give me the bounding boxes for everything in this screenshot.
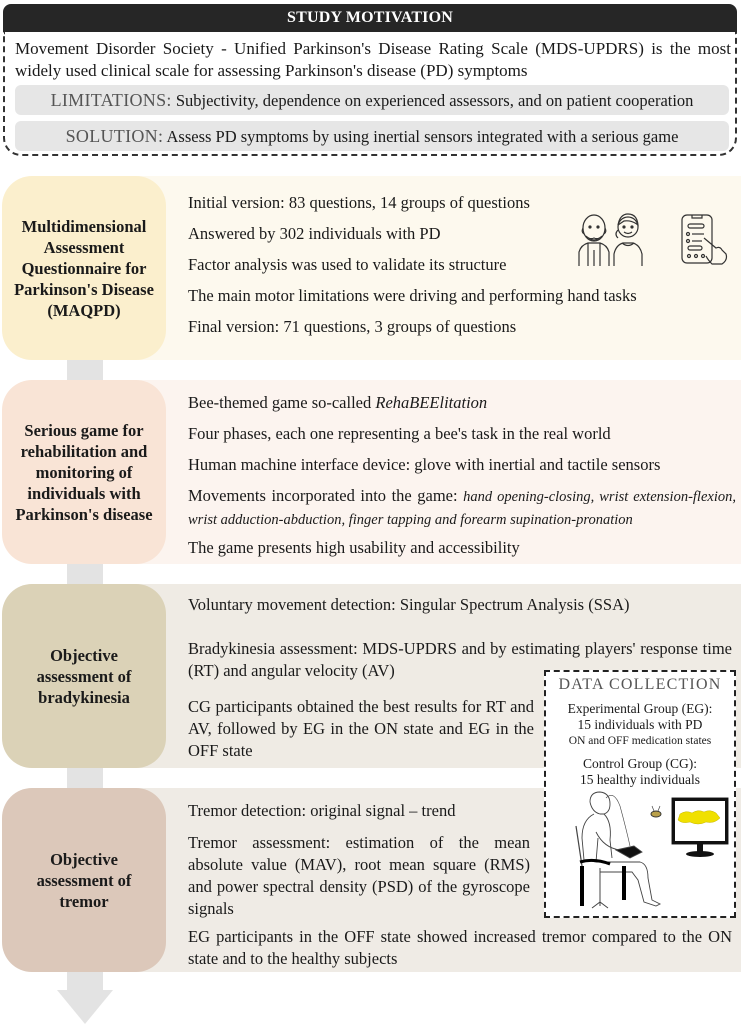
solution-keyword: SOLUTION:	[65, 126, 164, 146]
motivation-intro: Movement Disorder Society - Unified Parkinson's Disease Rating Scale (MDS-UPDRS) is the most widely used clinical scale for assessing Parkinson's disease (PD) symptoms	[15, 39, 731, 80]
solution-box	[15, 121, 729, 151]
section-maqpd	[0, 176, 741, 360]
list-item: Bradykinesia assessment: MDS-UPDRS and by estimating players' response time (RT) and angular velocity (AV)	[188, 639, 732, 680]
flow-arrow-down-icon	[57, 990, 113, 1024]
data-collection-title: DATA COLLECTION	[558, 676, 722, 693]
section-label: Objective assessment of bradykinesia	[2, 584, 166, 768]
list-item: Factor analysis was used to validate its structure	[188, 255, 507, 274]
elderly-couple-icon	[576, 210, 648, 268]
control-group: Control Group (CG): 15 healthy individuals	[580, 756, 700, 787]
section-serious-game	[0, 380, 741, 564]
list-item: EG participants in the OFF state showed increased tremor compared to the ON state and to the healthy subjects	[188, 927, 732, 968]
list-item: Four phases, each one representing a bee's task in the real world	[188, 424, 611, 443]
list-item: Initial version: 83 questions, 14 groups of questions	[188, 193, 530, 212]
smartphone-questionnaire-icon	[676, 212, 730, 266]
list-item: Tremor detection: original signal – trend	[188, 801, 456, 820]
list-item: The main motor limitations were driving and performing hand tasks	[188, 286, 637, 305]
section-label: Objective assessment of tremor	[2, 788, 166, 972]
list-item: Movements incorporated into the game: hand opening-closing, wrist extension-flexion, wrist adduction-abduction, finger tapping and forearm supination-pronation	[188, 486, 736, 528]
motivation-body	[3, 32, 737, 156]
section-label: Multidimensional Assessment Questionnaire for Parkinson's Disease (MAQPD)	[2, 176, 166, 360]
study-motivation	[3, 4, 737, 154]
list-item: CG participants obtained the best results for RT and AV, followed by EG in the ON state and EG in the OFF state	[188, 697, 534, 760]
list-item: Final version: 71 questions, 3 groups of questions	[188, 317, 517, 336]
list-item: The game presents high usability and accessibility	[188, 538, 520, 557]
data-collection-box	[544, 670, 736, 918]
limitations-text: Subjectivity, dependence on experienced assessors, and on patient cooperation	[171, 91, 694, 110]
experimental-group: Experimental Group (EG): 15 individuals with PD ON and OFF medication states	[567, 701, 713, 747]
list-item: Bee-themed game so-called RehaBEElitation	[188, 393, 488, 412]
limitations-keyword: LIMITATIONS:	[50, 90, 172, 110]
list-item: Answered by 302 individuals with PD	[188, 224, 441, 243]
motivation-title: STUDY MOTIVATION	[3, 4, 737, 32]
seated-person-playing-game-illustration	[560, 788, 730, 912]
list-item: Human machine interface device: glove with inertial and tactile sensors	[188, 455, 661, 474]
list-item: Voluntary movement detection: Singular Spectrum Analysis (SSA)	[188, 595, 630, 614]
solution-text: Assess PD symptoms by using inertial sensors integrated with a serious game	[163, 127, 679, 146]
limitations-box	[15, 85, 729, 115]
section-label: Serious game for rehabilitation and monitoring of individuals with Parkinson's disease	[2, 380, 166, 564]
list-item: Tremor assessment: estimation of the mean absolute value (MAV), root mean square (RMS) and power spectral density (PSD) of the gyroscope signals	[188, 833, 530, 918]
